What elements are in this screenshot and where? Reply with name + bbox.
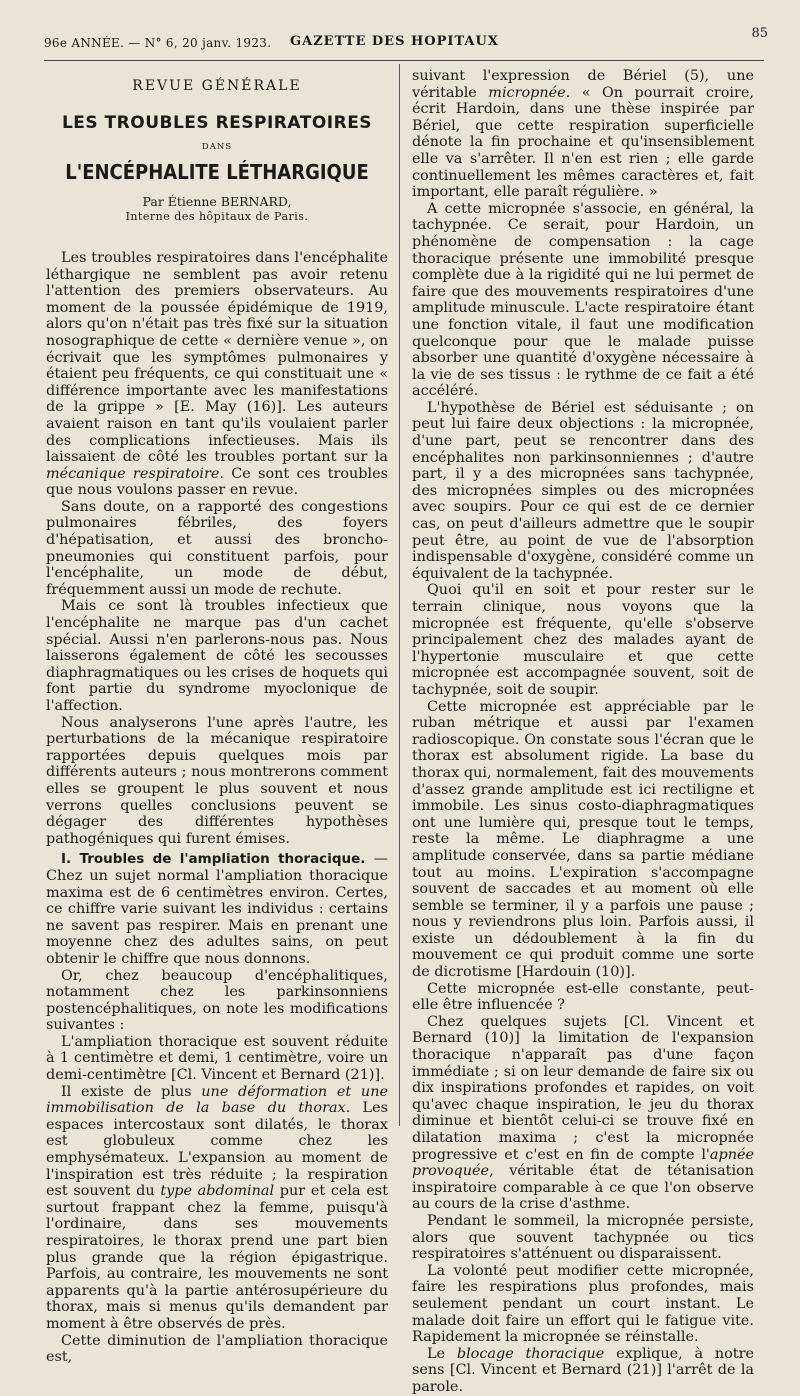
- issue-info: 96e ANNÉE. — N° 6, 20 janv. 1923.: [44, 36, 272, 50]
- page-number: 85: [751, 26, 768, 41]
- journal-title: GAZETTE DES HOPITAUX: [290, 34, 499, 49]
- author-byline: Par Étienne BERNARD,: [142, 194, 292, 210]
- section-paragraph: I. Troubles de l'ampliation thoracique. — Chez un sujet normal l'ampliation thoracique maxima est de 6 centimètres environ. Certes, ce chiffre varie suivant les individus : certains ne savent pas respirer. Mais en prenant une moyenne chez des adultes sains, on peut obtenir le chiffre que nous donnons.: [46, 851, 388, 967]
- paragraph: Cette micropnée est-elle constante, peut-elle être influencée ?: [412, 980, 754, 1014]
- paragraph: A cette micropnée s'associe, en général, la tachypnée. Ce serait, pour Hardoin, un phénomène de compensation : la cage thoracique présente une immobilité presque complète due à la rigidité qui ne lui permet de faire que des mouvements respiratoires d'une amplitude minuscule. L'acte respiratoire étant une fonction vitale, il faut une modification quelconque pour que le malade puisse absorber une quantité d'oxygène nécessaire à la vie de ses tissus : le rythme de ce fait a été accéléré.: [412, 200, 754, 400]
- paragraph: L'ampliation thoracique est souvent réduite à 1 centimètre et demi, 1 centimètre, voire un demi-centimètre [Cl. Vincent et Bernard (21)].: [46, 1033, 388, 1084]
- paragraph: Le blocage thoracique explique, à notre sens [Cl. Vincent et Bernard (21)] l'arrêt de la parole.: [412, 1345, 754, 1395]
- article-title-line1: LES TROUBLES RESPIRATOIRES: [61, 112, 373, 133]
- paragraph: Or, chez beaucoup d'encéphalitiques, notamment chez les parkinsonniens postencéphalitiques, on note les modifications suivantes :: [46, 967, 388, 1034]
- paragraph: Nous analyserons l'une après l'autre, les perturbations de la mécanique respiratoire rapportées depuis quelques mois par différents auteurs ; nous montrerons comment elles se groupent le plus souvent et nous verrons quelles conclusions peuvent se dégager des différentes hypothèses pathogéniques qui furent émises.: [46, 714, 388, 847]
- article-title-line2: L'ENCÉPHALITE LÉTHARGIQUE: [65, 159, 369, 184]
- column-rule: [399, 64, 400, 1126]
- paragraph: Sans doute, on a rapporté des congestions pulmonaires fébriles, des foyers d'hépatisation, et aussi des broncho-pneumonies qui constituent parfois, pour l'encéphalite, un mode de début, fréquemment aussi un mode de rechute.: [46, 498, 388, 598]
- section-rubric: REVUE GÉNÉRALE: [132, 78, 302, 94]
- paragraph: L'hypothèse de Bériel est séduisante ; on peut lui faire deux objections : la micropnée, d'une part, peut se rencontrer dans des encéphalites non parkinsonniennes ; d'autre part, il y a des micropnées sans tachypnée, des micropnées simples ou des micropnées avec soupirs. Pour ce qui est de ce dernier cas, on peut d'ailleurs admettre que le soupir peut être, au point de vue de l'absorption indispensable d'oxygène, considéré comme un équivalent de la tachypnée.: [412, 399, 754, 582]
- right-column: [412, 68, 754, 1396]
- paragraph: Mais ce sont là troubles infectieux que l'encéphalite ne marque pas d'un cachet spécial. Aussi n'en parlerons-nous pas. Nous laisserons également de côté les secousses diaphragmatiques ou les crises de hoquets qui font partie du syndrome myoclonique de l'affection.: [46, 598, 388, 714]
- section-heading: I. Troubles de l'ampliation thoracique.: [61, 851, 366, 868]
- paragraph: La volonté peut modifier cette micropnée, faire les respirations plus profondes, mais seulement pendant un court instant. Le malade doit faire un effort qui le fatigue vite. Rapidement la micropnée se réinstalle.: [412, 1262, 754, 1346]
- header-rule: [44, 60, 764, 61]
- paragraph: Quoi qu'il en soit et pour rester sur le terrain clinique, nous voyons que la micropnée est fréquente, qu'elle s'observe principalement chez des malades ayant de l'hypertonie musculaire et que cette micropnée est accompagnée souvent, soit de tachypnée, soit de soupir.: [412, 582, 754, 698]
- paragraph: suivant l'expression de Bériel (5), une véritable micropnée. « On pourrait croire, écrit Hardoin, dans une thèse inspirée par Bériel, que cette respiration superficielle dénote la fin prochaine et qu'insensiblement elle va s'arrêter. Il n'en est rien ; elle garde continuellement les mêmes caractères et, fait important, elle paraît régulière. »: [412, 68, 754, 201]
- paragraph: Chez quelques sujets [Cl. Vincent et Bernard (10)] la limitation de l'expansion thoracique n'apparaît pas d'une façon immédiate ; si on leur demande de faire six ou dix inspirations profondes et rapides, on voit qu'avec chaque inspiration, le jeu du thorax diminue et bientôt celui-ci se trouve fixé en dilatation maxima ; c'est la micropnée progressive et c'est en fin de compte l'apnée provoquée, véritable état de tétanisation inspiratoire comparable à ce que l'on observe au cours de la crise d'asthme.: [412, 1013, 754, 1213]
- article-title-dans: DANS: [201, 142, 233, 153]
- left-column: [46, 70, 388, 1366]
- paragraph: Les troubles respiratoires dans l'encéphalite léthargique ne semblent pas avoir retenu l'attention des premiers observateurs. Au moment de la poussée épidémique de 1919, alors qu'on n'était pas très fixé sur la situation nosographique de cette « dernière venue », on écrivait que les symptômes pulmonaires y étaient peu fréquents, ce qui constituait une « différence importante avec les manifestations de la grippe » [E. May (16)]. Les auteurs avaient raison en tant qu'ils voulaient parler des complications infectieuses. Mais ils laissaient de côté les troubles portant sur la mécanique respiratoire. Ce sont ces troubles que nous voulons passer en revue.: [46, 249, 388, 499]
- paragraph: Cette diminution de l'ampliation thoracique est,: [46, 1332, 388, 1366]
- author-role: Interne des hôpitaux de Paris.: [125, 210, 309, 224]
- paragraph: Il existe de plus une déformation et une immobilisation de la base du thorax. Les espaces intercostaux sont dilatés, le thorax est globuleux comme chez les emphysémateux. L'expansion au moment de l'inspiration est très réduite ; la respiration est souvent du type abdominal pur et cela est surtout frappant chez la femme, puisqu'à l'ordinaire, dans ses mouvements respiratoires, le thorax prend une part bien plus grande que la région épigastrique. Parfois, au contraire, les mouvements ne sont apparents qu'à la partie antérosupérieure du thorax, mais si menus qu'ils demandent par moment à être observés de près.: [46, 1083, 389, 1332]
- paragraph: Pendant le sommeil, la micropnée persiste, alors que souvent tachypnée ou tics respiratoires s'atténuent ou disparaissent.: [412, 1212, 754, 1263]
- paragraph: Cette micropnée est appréciable par le ruban métrique et aussi par l'examen radioscopique. On constate sous l'écran que le thorax est absolument rigide. La base du thorax qui, normalement, fait des mouvements d'assez grande amplitude est ici rectiligne et immobile. Les sinus costo-diaphragmatiques ont une lumière qui, presque tout le temps, reste la même. Le diaphragme a une amplitude conservée, dans sa partie médiane tout au moins. L'expiration s'accompagne souvent de saccades et au moment où elle semble se terminer, il y a parfois une pause ; nous y reviendrons plus loin. Parfois aussi, il existe un dédoublement à la fin du mouvement ce qui produit comme une sorte de dicrotisme [Hardouin (10)].: [412, 698, 754, 981]
- page-header: [40, 26, 768, 54]
